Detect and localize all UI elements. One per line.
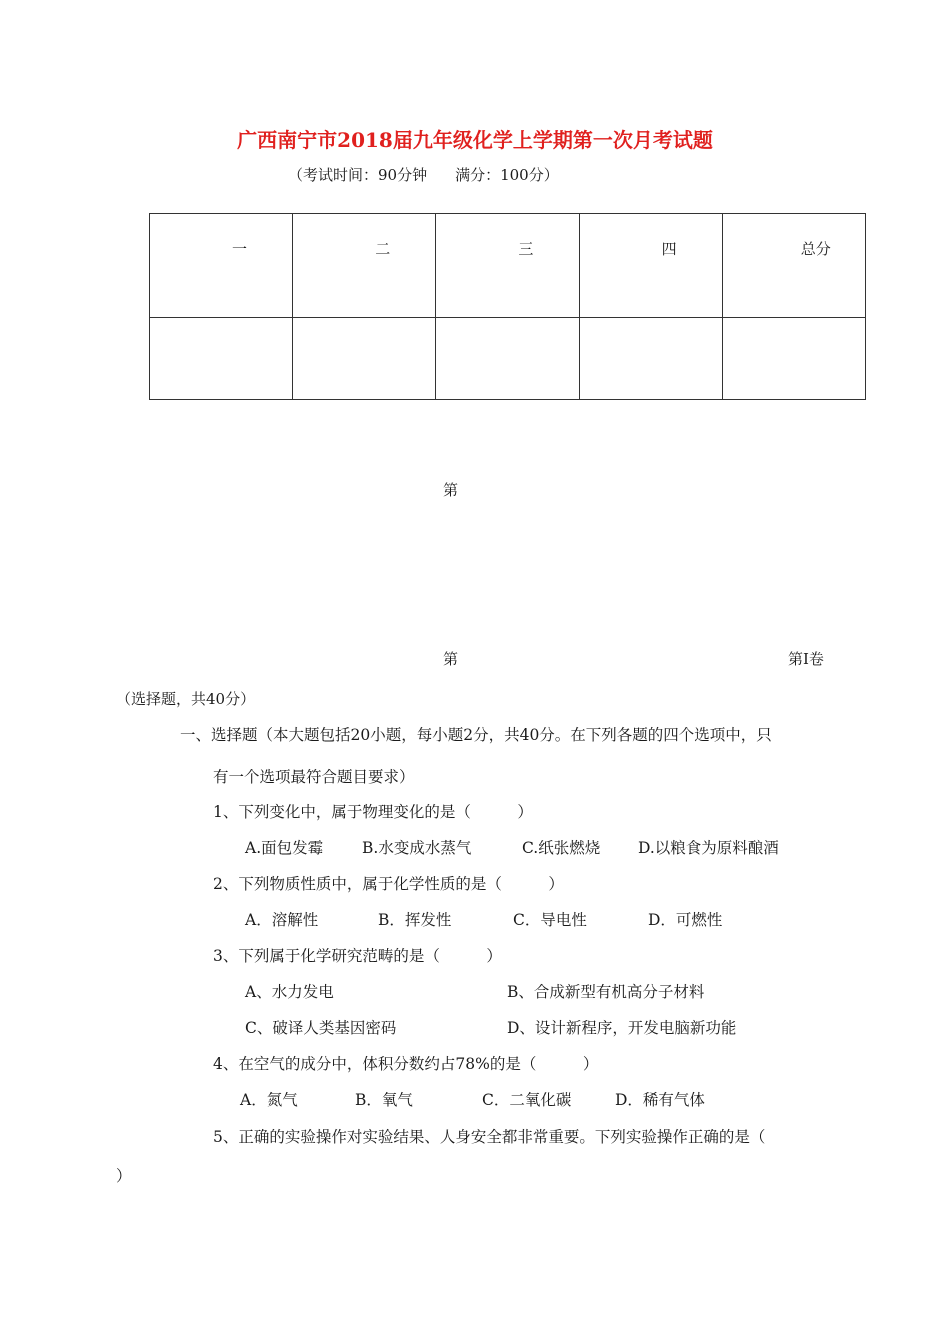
question-3-option-c: C、破译人类基因密码 [245, 1019, 397, 1037]
exam-info [288, 164, 559, 185]
score-cell[interactable] [579, 318, 722, 400]
question-1-option-c: C.纸张燃烧 [522, 839, 601, 857]
question-2-stem: 2、下列物质性质中，属于化学性质的是（ ） [213, 875, 564, 893]
score-header-2: 二 [293, 214, 436, 318]
question-2-option-d: D．可燃性 [648, 911, 723, 929]
question-2-option-c: C．导电性 [513, 911, 587, 929]
question-1-option-a: A.面包发霉 [245, 839, 324, 857]
question-1-option-b: B.水变成水蒸气 [362, 839, 472, 857]
score-header-total: 总分 [722, 214, 865, 318]
question-1-option-d: D.以粮食为原料酿酒 [638, 839, 779, 857]
question-3-option-d: D、设计新程序，开发电脑新功能 [507, 1019, 737, 1037]
question-5-stem-continued: ） [116, 1167, 132, 1185]
question-5-stem: 5、正确的实验操作对实验结果、人身安全都非常重要。下列实验操作正确的是（ [213, 1128, 766, 1146]
section-heading: 一、选择题（本大题包括20小题，每小题2分，共40分。在下列各题的四个选项中，只 [180, 726, 772, 744]
part-marker: 第 [443, 481, 459, 499]
part-title: 第Ⅰ卷 [788, 650, 824, 668]
part-description: （选择题，共40分） [116, 690, 256, 708]
score-header-1: 一 [150, 214, 293, 318]
question-3-stem: 3、下列属于化学研究范畴的是（ ） [213, 947, 502, 965]
section-heading-continued: 有一个选项最符合题目要求） [213, 768, 415, 786]
score-cell[interactable] [293, 318, 436, 400]
exam-title: 广西南宁市2018届九年级化学上学期第一次月考试题 [237, 128, 713, 152]
question-3-option-a: A、水力发电 [245, 983, 334, 1001]
question-4-stem: 4、在空气的成分中，体积分数约占78%的是（ ） [213, 1055, 599, 1073]
score-cell[interactable] [436, 318, 579, 400]
question-4-option-d: D．稀有气体 [615, 1091, 705, 1109]
score-header-4: 四 [579, 214, 722, 318]
question-4-option-a: A．氮气 [240, 1091, 298, 1109]
score-table-header-row [150, 214, 866, 318]
question-4-option-b: B．氧气 [355, 1091, 413, 1109]
score-cell[interactable] [150, 318, 293, 400]
question-4-option-c: C．二氧化碳 [482, 1091, 572, 1109]
question-2-option-a: A．溶解性 [245, 911, 319, 929]
score-header-3: 三 [436, 214, 579, 318]
question-3-option-b: B、合成新型有机高分子材料 [507, 983, 705, 1001]
question-1-stem: 1、下列变化中，属于物理变化的是（ ） [213, 803, 533, 821]
question-2-option-b: B．挥发性 [378, 911, 452, 929]
score-table-score-row [150, 318, 866, 400]
exam-time: （考试时间：90分钟 [288, 166, 428, 184]
score-table [149, 213, 866, 400]
part-marker: 第 [443, 650, 459, 668]
exam-full-score: 满分：100分） [455, 166, 559, 184]
score-cell[interactable] [722, 318, 865, 400]
